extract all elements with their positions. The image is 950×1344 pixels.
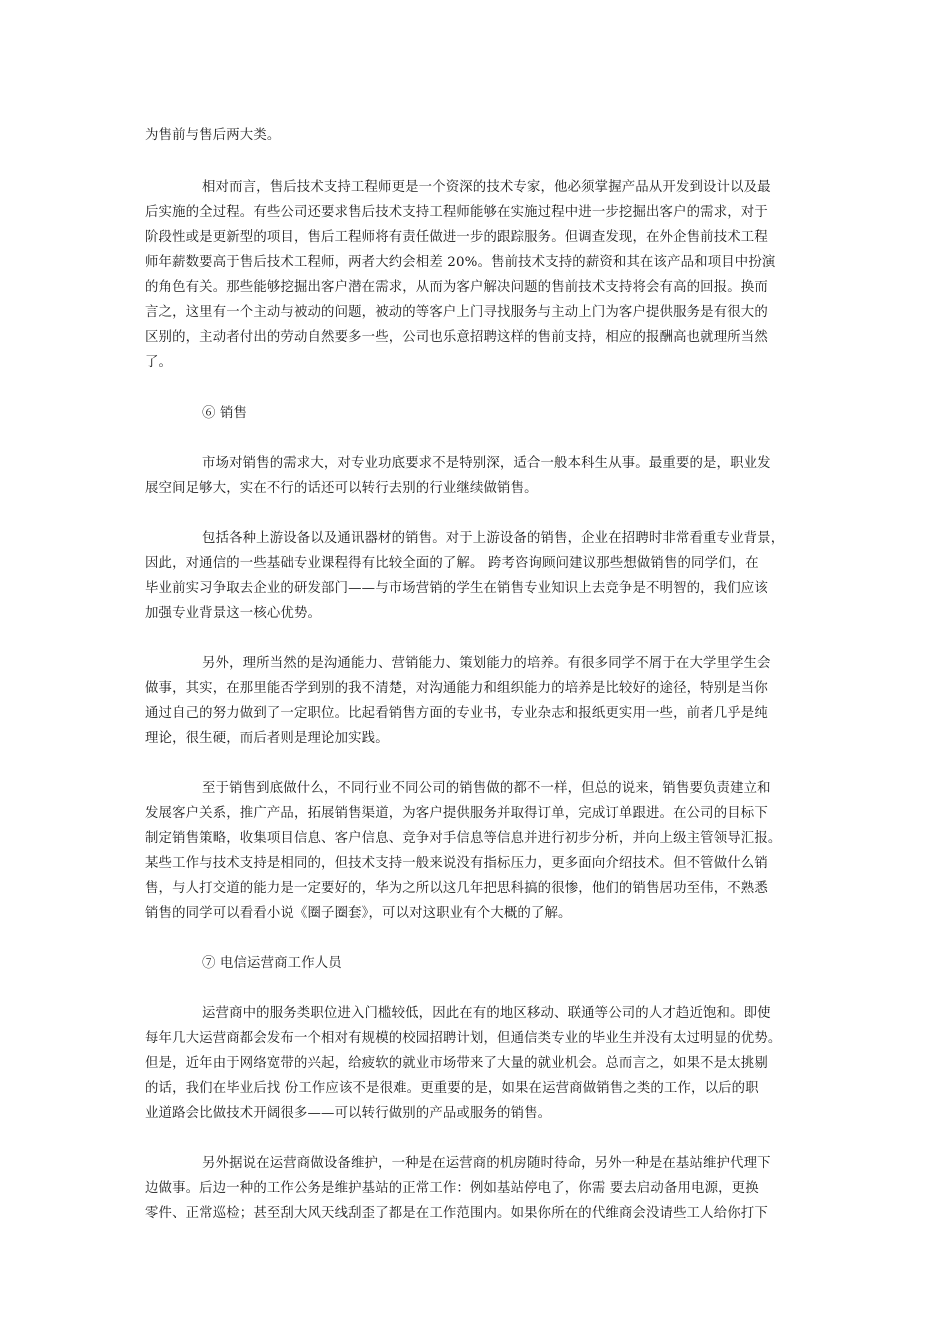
text-line: 师年薪数要高于售后技术工程师，两者大约会相差 20%。售前技术支持的薪资和其在该产品和项目中扮演	[145, 255, 776, 270]
text-line: 区别的，主动者付出的劳动自然要多一些，公司也乐意招聘这样的售前支持，相应的报酬高也就理所当然	[145, 330, 768, 345]
text-line: 后实施的全过程。有些公司还要求售后技术支持工程师能够在实施过程中进一步挖掘出客户的需求，对于	[145, 205, 768, 220]
text-line: 售，与人打交道的能力是一定要好的，华为之所以这几年把思科搞的很惨，他们的销售居功至伟，不熟悉	[145, 881, 768, 896]
text-line: 理论，很生硬，而后者则是理论加实践。	[145, 731, 389, 746]
text-line: 展空间足够大，实在不行的话还可以转行去别的行业继续做销售。	[145, 481, 538, 496]
text-line: 制定销售策略，收集项目信息、客户信息、竞争对手信息等信息并进行初步分析，并向上级主管领导汇报。	[145, 831, 782, 846]
text-line: 发展客户关系，推广产品，拓展销售渠道，为客户提供服务并取得订单，完成订单跟进。在公司的目标下	[145, 806, 768, 821]
text-line: 通过自己的努力做到了一定职位。比起看销售方面的专业书，专业杂志和报纸更实用一些，前者几乎是纯	[145, 706, 768, 721]
text-line: 边做事。后边一种的工作公务是维护基站的正常工作：例如基站停电了，你需 要去启动备用电源，更换	[145, 1181, 759, 1196]
text-line: 零件、正常巡检；甚至刮大风天线刮歪了都是在工作范围内。如果你所在的代维商会没请些工人给你打下	[145, 1206, 768, 1221]
text-line: 毕业前实习争取去企业的研发部门——与市场营销的学生在销售专业知识上去竞争是不明智的，我们应该	[145, 581, 768, 596]
text-line: 因此，对通信的一些基础专业课程得有比较全面的了解。 跨考咨询顾问建议那些想做销售的同学们，在	[145, 556, 759, 571]
text-line: 相对而言，售后技术支持工程师更是一个资深的技术专家，他必须掌握产品从开发到设计以及最	[202, 180, 771, 195]
text-line: 加强专业背景这一核心优势。	[145, 606, 322, 621]
text-line: 但是，近年由于网络宽带的兴起，给疲软的就业市场带来了大量的就业机会。总而言之，如果不是太挑剔	[145, 1056, 768, 1071]
text-line: 另外，理所当然的是沟通能力、营销能力、策划能力的培养。有很多同学不屑于在大学里学生会	[202, 656, 771, 671]
text-line: 包括各种上游设备以及通讯器材的销售。对于上游设备的销售，企业在招聘时非常看重专业背景，	[202, 531, 785, 546]
section-heading: ⑦ 电信运营商工作人员	[202, 956, 342, 971]
text-line: 做事，其实，在那里能否学到别的我不清楚，对沟通能力和组织能力的培养是比较好的途径，特别是当你	[145, 681, 768, 696]
section-heading: ⑥ 销售	[202, 406, 248, 421]
text-line: 销售的同学可以看看小说《圈子圈套》，可以对这职业有个大概的了解。	[145, 906, 572, 921]
text-line: 阶段性或是更新型的项目，售后工程师将有责任做进一步的跟踪服务。但调查发现，在外企售前技术工程	[145, 230, 768, 245]
text-line: 至于销售到底做什么，不同行业不同公司的销售做的都不一样，但总的说来，销售要负责建立和	[202, 781, 771, 796]
text-line: 运营商中的服务类职位进入门槛较低，因此在有的地区移动、联通等公司的人才趋近饱和。即使	[202, 1006, 771, 1021]
text-line: 每年几大运营商都会发布一个相对有规模的校园招聘计划，但通信类专业的毕业生并没有太过明显的优势。	[145, 1031, 782, 1046]
text-line: 言之，这里有一个主动与被动的问题，被动的等客户上门寻找服务与主动上门为客户提供服务是有很大的	[145, 305, 768, 320]
text-line: 市场对销售的需求大，对专业功底要求不是特别深，适合一般本科生从事。最重要的是，职业发	[202, 456, 771, 471]
text-line: 另外据说在运营商做设备维护，一种是在运营商的机房随时待命，另外一种是在基站维护代理下	[202, 1156, 771, 1171]
text-line: 某些工作与技术支持是相同的，但技术支持一般来说没有指标压力，更多面向介绍技术。但不管做什么销	[145, 856, 768, 871]
text-line: 的角色有关。那些能够挖掘出客户潜在需求，从而为客户解决问题的售前技术支持将会有高的回报。换而	[145, 280, 768, 295]
text-line: 的话，我们在毕业后找 份工作应该不是很难。更重要的是，如果在运营商做销售之类的工作，以后的职	[145, 1081, 759, 1096]
text-line: 业道路会比做技术开阔很多——可以转行做别的产品或服务的销售。	[145, 1106, 552, 1121]
text-line: 了。	[145, 355, 173, 370]
text-line: 为售前与售后两大类。	[145, 128, 281, 143]
